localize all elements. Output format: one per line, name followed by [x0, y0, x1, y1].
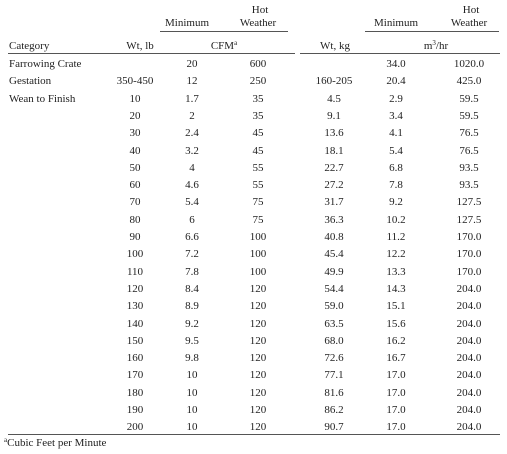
- cell-min-cfm: 8.9: [185, 300, 199, 313]
- cell-wt-lb: 70: [129, 196, 141, 209]
- table-row: [0, 369, 507, 383]
- cell-hot-cfm: 250: [249, 75, 267, 88]
- header-hot-right: Hot: [462, 4, 480, 16]
- cell-wt-lb: 10: [129, 92, 141, 105]
- table-row: [0, 300, 507, 314]
- cell-hot-cfm: 120: [249, 352, 267, 365]
- cell-hot-m3: 425.0: [456, 75, 482, 88]
- cell-wt-kg: 86.2: [324, 404, 344, 416]
- table-row: [0, 162, 507, 176]
- cell-hot-m3: 59.5: [459, 92, 479, 105]
- cell-hot-cfm: 75: [252, 213, 264, 226]
- cell-hot-m3: 204.0: [456, 369, 482, 382]
- col-wt-lb: Wt, lb: [126, 40, 154, 52]
- cell-min-m3: 16.7: [386, 352, 406, 365]
- cell-hot-cfm: 120: [249, 421, 267, 434]
- cell-hot-m3: 170.0: [456, 265, 482, 278]
- cell-wt-lb: 130: [126, 300, 144, 313]
- cell-wt-lb: 350-450: [116, 75, 154, 88]
- header-rule-left: [160, 31, 288, 32]
- label-rule-right: [300, 53, 500, 54]
- header-weather-left: Weather: [239, 17, 277, 29]
- cell-wt-lb: 190: [126, 404, 144, 416]
- cell-min-cfm: 6: [189, 213, 195, 226]
- table-row: [0, 404, 507, 418]
- cell-wt-kg: 4.5: [327, 92, 341, 105]
- table-row: [0, 145, 507, 159]
- col-wt-kg: Wt, kg: [320, 40, 350, 52]
- cell-hot-cfm: 100: [249, 265, 267, 278]
- cell-wt-kg: 63.5: [324, 317, 344, 330]
- cell-wt-lb: 110: [126, 265, 144, 278]
- cell-wt-kg: 13.6: [324, 127, 344, 140]
- cell-category: Farrowing Crate: [9, 58, 82, 70]
- cell-wt-kg: 18.1: [324, 144, 344, 157]
- col-m3hr: $m^3/hr$: [423, 39, 449, 52]
- cell-wt-kg: 45.4: [324, 248, 344, 261]
- cell-min-m3: 17.0: [386, 421, 406, 434]
- cell-min-cfm: 6.6: [185, 231, 199, 243]
- cell-hot-m3: 204.0: [456, 386, 482, 399]
- cell-wt-lb: 40: [129, 144, 141, 157]
- cell-min-m3: 9.2: [389, 196, 403, 209]
- cell-wt-kg: 22.7: [324, 161, 344, 174]
- cell-hot-m3: 59.5: [459, 109, 479, 122]
- cell-min-m3: 17.0: [386, 404, 406, 416]
- cell-wt-lb: 50: [129, 161, 141, 174]
- cell-wt-lb: 160: [126, 352, 144, 365]
- cell-min-m3: 17.0: [386, 369, 406, 382]
- bottom-rule: [8, 434, 500, 435]
- cell-hot-cfm: 75: [252, 196, 264, 209]
- cell-hot-cfm: 120: [249, 334, 267, 347]
- cell-min-m3: 3.4: [389, 109, 403, 122]
- cell-min-m3: 2.9: [389, 92, 403, 105]
- cell-min-cfm: 9.8: [185, 352, 199, 365]
- cell-hot-m3: 204.0: [456, 352, 482, 365]
- table-row: [0, 387, 507, 401]
- cell-wt-kg: 27.2: [324, 179, 344, 192]
- cell-wt-kg: 36.3: [324, 213, 344, 226]
- cell-min-m3: 15.6: [386, 317, 406, 330]
- cell-category: Wean to Finish: [9, 92, 76, 105]
- cell-wt-lb: 80: [129, 213, 141, 226]
- table-row: [0, 283, 507, 297]
- cell-min-m3: 15.1: [386, 300, 406, 313]
- cell-min-cfm: 7.2: [185, 248, 199, 261]
- cell-min-cfm: 5.4: [185, 196, 199, 209]
- cell-hot-m3: 1020.0: [453, 58, 485, 70]
- col-cfm: CFM$^a$: [210, 39, 238, 52]
- cell-hot-cfm: 600: [249, 58, 267, 70]
- cell-hot-m3: 127.5: [456, 213, 482, 226]
- cell-min-m3: 5.4: [389, 144, 403, 157]
- table-row: [0, 58, 507, 72]
- table-row: [0, 352, 507, 366]
- cell-hot-m3: 93.5: [459, 161, 479, 174]
- cell-hot-m3: 76.5: [459, 127, 479, 140]
- cell-hot-m3: 204.0: [456, 421, 482, 434]
- cell-hot-m3: 170.0: [456, 231, 482, 243]
- cell-wt-lb: 100: [126, 248, 144, 261]
- cell-hot-cfm: 55: [252, 179, 264, 192]
- cell-min-cfm: 10: [186, 404, 198, 416]
- header-rule-right: [365, 31, 499, 32]
- cell-min-m3: 13.3: [386, 265, 406, 278]
- cell-min-cfm: 2.4: [185, 127, 199, 140]
- cell-hot-cfm: 120: [249, 404, 267, 416]
- table-row: [0, 110, 507, 124]
- table-row: [0, 266, 507, 280]
- cell-min-m3: 14.3: [386, 282, 406, 295]
- cell-min-m3: 4.1: [389, 127, 403, 140]
- cell-hot-m3: 204.0: [456, 404, 482, 416]
- cell-wt-lb: 20: [129, 109, 141, 122]
- cell-hot-m3: 204.0: [456, 300, 482, 313]
- table-row: [0, 231, 507, 245]
- cell-wt-lb: 200: [126, 421, 144, 434]
- cell-min-m3: 7.8: [389, 179, 403, 192]
- header-weather-right: Weather: [450, 17, 488, 29]
- cell-wt-kg: 72.6: [324, 352, 344, 365]
- cell-wt-kg: 49.9: [324, 265, 344, 278]
- cell-wt-kg: 81.6: [324, 386, 344, 399]
- cell-min-m3: 16.2: [386, 334, 406, 347]
- table-row: [0, 127, 507, 141]
- cell-hot-cfm: 45: [252, 144, 264, 157]
- header-hot-left: Hot: [251, 4, 269, 16]
- cell-min-cfm: 9.5: [185, 334, 199, 347]
- cell-hot-m3: 170.0: [456, 248, 482, 261]
- cell-min-cfm: 10: [186, 386, 198, 399]
- cell-wt-kg: 40.8: [324, 231, 344, 243]
- cell-min-m3: 34.0: [386, 58, 406, 70]
- table-row: [0, 318, 507, 332]
- cell-hot-cfm: 100: [249, 231, 267, 243]
- label-rule-left: [8, 53, 295, 54]
- cell-hot-cfm: 55: [252, 161, 264, 174]
- cell-min-cfm: 3.2: [185, 144, 199, 157]
- cell-wt-kg: 68.0: [324, 334, 344, 347]
- cell-hot-cfm: 35: [252, 92, 264, 105]
- cell-hot-m3: 204.0: [456, 334, 482, 347]
- header-minimum-left: Minimum: [164, 17, 210, 29]
- table-row: [0, 93, 507, 107]
- cell-hot-m3: 93.5: [459, 179, 479, 192]
- cell-hot-cfm: 120: [249, 369, 267, 382]
- footnote: $^a$Cubic Feet per Minute: [4, 436, 107, 449]
- cell-hot-m3: 204.0: [456, 317, 482, 330]
- cell-hot-cfm: 120: [249, 300, 267, 313]
- cell-wt-kg: 54.4: [324, 282, 344, 295]
- cell-category: Gestation: [9, 75, 52, 88]
- cell-min-m3: 6.8: [389, 161, 403, 174]
- cell-min-cfm: 9.2: [185, 317, 199, 330]
- cell-wt-lb: 120: [126, 282, 144, 295]
- cell-min-cfm: 10: [186, 369, 198, 382]
- cell-min-cfm: 1.7: [185, 92, 199, 105]
- cell-min-cfm: 7.8: [185, 265, 199, 278]
- table-row: [0, 248, 507, 262]
- table-row: [0, 179, 507, 193]
- cell-hot-cfm: 100: [249, 248, 267, 261]
- cell-min-cfm: 2: [189, 109, 195, 122]
- cell-min-m3: 20.4: [386, 75, 406, 88]
- cell-hot-m3: 127.5: [456, 196, 482, 209]
- cell-hot-cfm: 120: [249, 386, 267, 399]
- cell-min-m3: 10.2: [386, 213, 406, 226]
- cell-wt-lb: 90: [129, 231, 141, 243]
- cell-min-m3: 11.2: [386, 231, 406, 243]
- cell-wt-lb: 170: [126, 369, 144, 382]
- cell-wt-lb: 30: [129, 127, 141, 140]
- cell-hot-m3: 204.0: [456, 282, 482, 295]
- cell-min-cfm: 4: [189, 161, 195, 174]
- table-row: [0, 196, 507, 210]
- table-row: [0, 214, 507, 228]
- cell-min-m3: 17.0: [386, 386, 406, 399]
- table-row: [0, 75, 507, 89]
- cell-wt-kg: 59.0: [324, 300, 344, 313]
- header-minimum-right: Minimum: [373, 17, 419, 29]
- cell-hot-cfm: 120: [249, 282, 267, 295]
- cell-wt-lb: 180: [126, 386, 144, 399]
- cell-wt-kg: 77.1: [324, 369, 344, 382]
- cell-hot-cfm: 120: [249, 317, 267, 330]
- table-row: [0, 335, 507, 349]
- cell-min-cfm: 12: [186, 75, 198, 88]
- cell-wt-kg: 90.7: [324, 421, 344, 434]
- cell-min-cfm: 4.6: [185, 179, 199, 192]
- cell-wt-lb: 60: [129, 179, 141, 192]
- cell-wt-kg: 31.7: [324, 196, 344, 209]
- cell-min-cfm: 8.4: [185, 282, 199, 295]
- cell-wt-lb: 150: [126, 334, 144, 347]
- cell-hot-cfm: 45: [252, 127, 264, 140]
- col-category: Category: [9, 40, 50, 52]
- cell-min-m3: 12.2: [386, 248, 406, 261]
- cell-hot-cfm: 35: [252, 109, 264, 122]
- cell-min-cfm: 10: [186, 421, 198, 434]
- cell-wt-lb: 140: [126, 317, 144, 330]
- cell-wt-kg: 9.1: [327, 109, 341, 122]
- cell-hot-m3: 76.5: [459, 144, 479, 157]
- cell-min-cfm: 20: [186, 58, 198, 70]
- cell-wt-kg: 160-205: [315, 75, 353, 88]
